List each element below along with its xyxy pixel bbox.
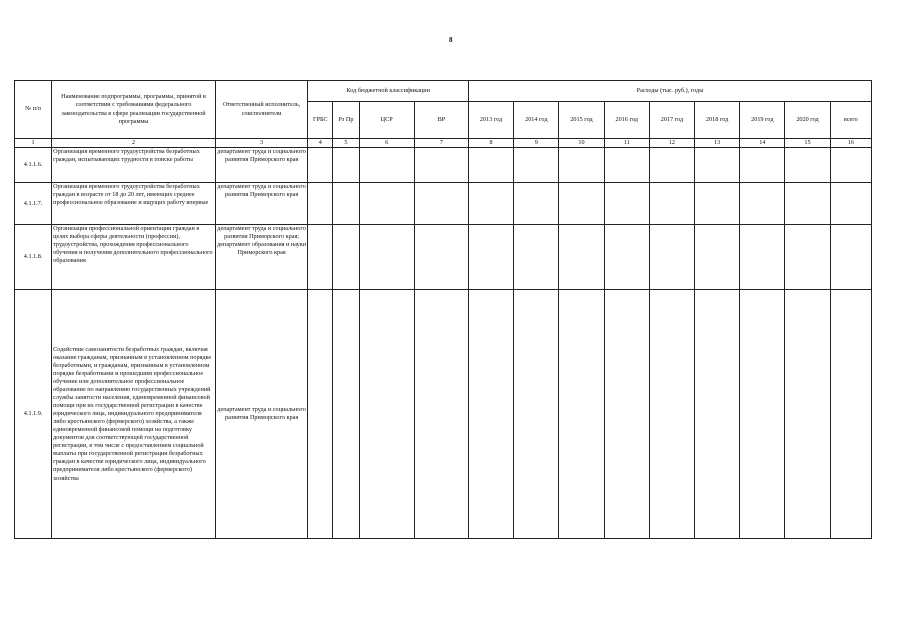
year-cell [695, 148, 740, 183]
rzpr-cell [333, 148, 359, 183]
column-number: 7 [414, 139, 468, 148]
year-cell [785, 225, 830, 290]
year-cell [469, 148, 514, 183]
year-cell [785, 290, 830, 539]
header-vr: ВР [414, 102, 468, 139]
year-cell [695, 225, 740, 290]
year-cell [740, 225, 785, 290]
header-num: № п/п [15, 81, 52, 139]
row-name: Организация профессиональной ориентации граждан в целях выбора сферы деятельности (профессии), трудоустройства, прохождения профессионального обучения и получения дополнительного профессионального образования [52, 225, 216, 290]
header-grbs: ГРБС [308, 102, 333, 139]
year-cell [604, 183, 649, 225]
header-executor: Ответственный исполнитель, соисполнители [215, 81, 307, 139]
year-cell [469, 183, 514, 225]
header-year-2018: 2018 год [695, 102, 740, 139]
header-year-2016: 2016 год [604, 102, 649, 139]
grbs-cell [308, 183, 333, 225]
header-year-2014: 2014 год [514, 102, 559, 139]
header-year-2019: 2019 год [740, 102, 785, 139]
year-cell [559, 148, 604, 183]
table-row [15, 290, 872, 539]
total-cell [830, 148, 871, 183]
vr-cell [414, 225, 468, 290]
year-cell [649, 290, 694, 539]
column-number: 4 [308, 139, 333, 148]
grbs-cell [308, 225, 333, 290]
year-cell [469, 225, 514, 290]
header-year-2017: 2017 год [649, 102, 694, 139]
table-row [15, 225, 872, 290]
row-executor: департамент труда и социального развития Приморского края [215, 148, 307, 183]
row-executor: департамент труда и социального развития Приморского края; департамент образования и науки Приморского края [215, 225, 307, 290]
row-name: Организация временного трудоустройства безработных граждан в возрасте от 18 до 20 лет, имеющих среднее профессиональное образование и ищущих работу впервые [52, 183, 216, 225]
row-code: 4.1.1.6. [15, 148, 52, 183]
vr-cell [414, 290, 468, 539]
header-year-2013: 2013 год [469, 102, 514, 139]
column-number: 13 [695, 139, 740, 148]
header-year-2020: 2020 год [785, 102, 830, 139]
header-budget-class: Код бюджетной классификации [308, 81, 469, 102]
year-cell [604, 225, 649, 290]
vr-cell [414, 183, 468, 225]
table-row [15, 183, 872, 225]
year-cell [649, 183, 694, 225]
year-cell [469, 290, 514, 539]
row-code: 4.1.1.7. [15, 183, 52, 225]
row-code: 4.1.1.8. [15, 225, 52, 290]
year-cell [695, 183, 740, 225]
column-number: 5 [333, 139, 359, 148]
header-year-2015: 2015 год [559, 102, 604, 139]
column-number: 14 [740, 139, 785, 148]
header-total: всего [830, 102, 871, 139]
column-number: 16 [830, 139, 871, 148]
year-cell [740, 148, 785, 183]
header-expenses: Расходы (тыс. руб.), годы [469, 81, 872, 102]
column-number: 3 [215, 139, 307, 148]
year-cell [514, 183, 559, 225]
column-number: 9 [514, 139, 559, 148]
row-code: 4.1.1.9. [15, 290, 52, 539]
page-number: 8 [449, 36, 453, 44]
year-cell [649, 148, 694, 183]
row-executor: департамент труда и социального развития Приморского края [215, 290, 307, 539]
year-cell [559, 225, 604, 290]
row-executor: департамент труда и социального развития Приморского края [215, 183, 307, 225]
column-number: 10 [559, 139, 604, 148]
total-cell [830, 225, 871, 290]
rzpr-cell [333, 183, 359, 225]
csr-cell [359, 225, 414, 290]
year-cell [740, 183, 785, 225]
table-row [15, 148, 872, 183]
program-table [14, 80, 872, 539]
vr-cell [414, 148, 468, 183]
column-number: 2 [52, 139, 216, 148]
column-number: 15 [785, 139, 830, 148]
year-cell [514, 225, 559, 290]
grbs-cell [308, 290, 333, 539]
grbs-cell [308, 148, 333, 183]
year-cell [649, 225, 694, 290]
csr-cell [359, 290, 414, 539]
csr-cell [359, 148, 414, 183]
year-cell [785, 183, 830, 225]
year-cell [604, 148, 649, 183]
year-cell [559, 290, 604, 539]
total-cell [830, 183, 871, 225]
header-csr: ЦСР [359, 102, 414, 139]
csr-cell [359, 183, 414, 225]
total-cell [830, 290, 871, 539]
year-cell [514, 148, 559, 183]
column-number: 8 [469, 139, 514, 148]
header-name: Наименование подпрограммы, программы, принятой в соответствии с требованиями федерального законодательства в сфере реализации государственной программы [52, 81, 216, 139]
column-number: 1 [15, 139, 52, 148]
rzpr-cell [333, 225, 359, 290]
year-cell [514, 290, 559, 539]
row-name: Организация временного трудоустройства безработных граждан, испытывающих трудности в поиске работы [52, 148, 216, 183]
header-rzpr: Рз Пр [333, 102, 359, 139]
rzpr-cell [333, 290, 359, 539]
row-name: Содействие самозанятости безработных граждан, включая оказание гражданам, признанным в установленном порядке безработными, и гражданам, признанным в установленном порядке безработными и прошедшим профессиональное обучение или дополнительное профессиональное образование по направлению государственных учреждений службы занятости населения, единовременной финансовой помощи при их государственной регистрации в качестве юридического лица, индивидуального предпринимателя либо крестьянского (фермерского) хозяйства, а также единовременной финансовой помощи на подготовку документов для соответствующей государственной регистрации, в том числе с предоставлением социальной выплаты при государственной регистрации безработных граждан в качестве юридического лица, индивидуального предпринимателя либо крестьянского (фермерского) хозяйства [52, 290, 216, 539]
column-number: 11 [604, 139, 649, 148]
year-cell [559, 183, 604, 225]
column-number-row [15, 139, 872, 148]
year-cell [695, 290, 740, 539]
column-number: 6 [359, 139, 414, 148]
column-number: 12 [649, 139, 694, 148]
year-cell [740, 290, 785, 539]
year-cell [785, 148, 830, 183]
year-cell [604, 290, 649, 539]
